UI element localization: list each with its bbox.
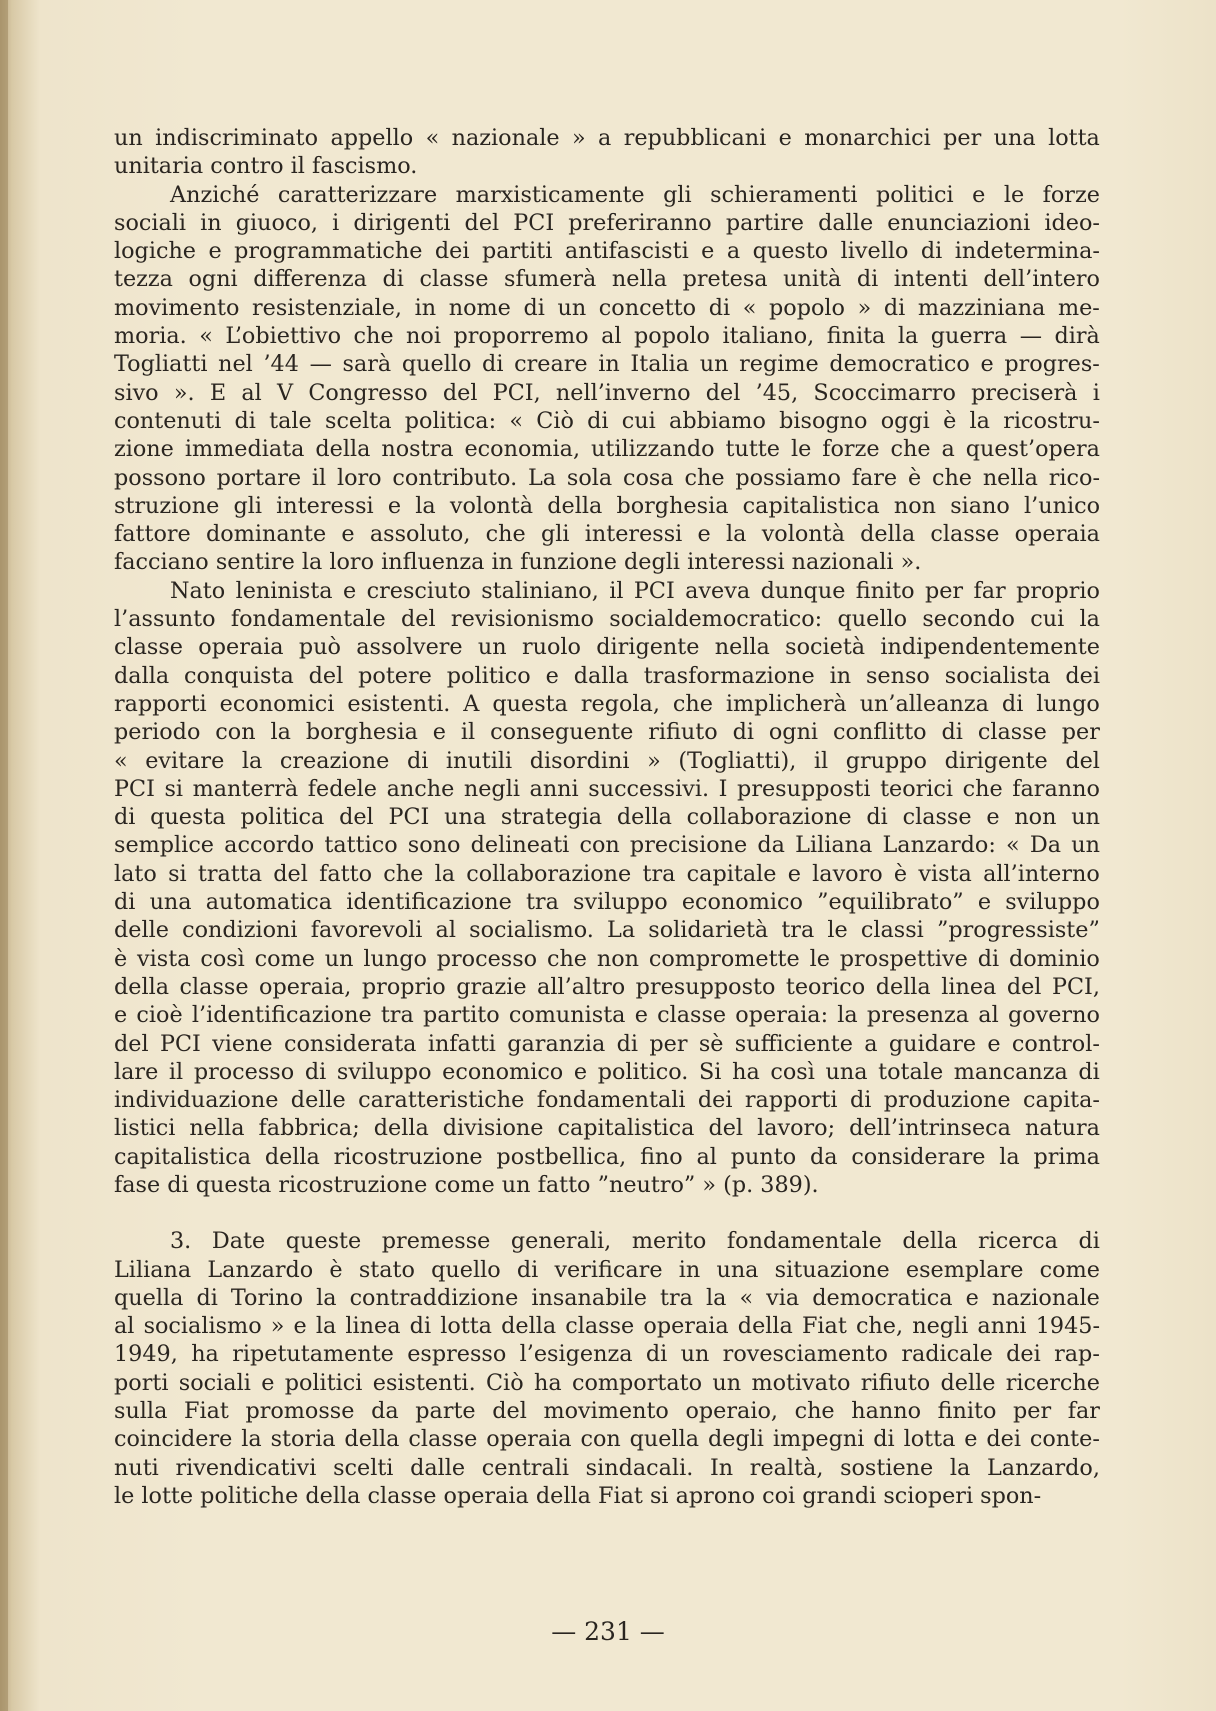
- text-line: zione immediata della nostra economia, utilizzando tutte le forze che a quest’opera: [114, 436, 1100, 463]
- text-line: facciano sentire la loro influenza in funzione degli interessi nazionali ».: [114, 549, 922, 576]
- page-number: — 231 —: [551, 1617, 665, 1646]
- text-line: fattore dominante e assoluto, che gli interessi e la volontà della classe operaia: [114, 521, 1100, 548]
- text-line: PCI si manterrà fedele anche negli anni successivi. I presupposti teorici che faranno: [114, 775, 1100, 802]
- text-line: è vista così come un lungo processo che non compromette le prospettive di dominio: [114, 945, 1100, 972]
- text-line: un indiscriminato appello « nazionale » a repubblicani e monarchici per una lotta: [114, 125, 1100, 151]
- text-line: al socialismo » e la linea di lotta della classe operaia della Fiat che, negli anni 1945-: [114, 1313, 1100, 1340]
- text-line: contenuti di tale scelta politica: « Ciò di cui abbiamo bisogno oggi è la ricostru-: [114, 407, 1100, 434]
- text-line: unitaria contro il fascismo.: [114, 153, 418, 180]
- text-line: Liliana Lanzardo è stato quello di verificare in una situazione esemplare come: [114, 1256, 1100, 1283]
- section-gap: [114, 1199, 1100, 1227]
- text-line: lare il processo di sviluppo economico e politico. Si ha così una totale mancanza di: [114, 1058, 1100, 1085]
- text-line: di una automatica identificazione tra sviluppo economico ”equilibrato” e sviluppo: [114, 889, 1100, 916]
- text-line: del PCI viene considerata infatti garanzia di per sè sufficiente a guidare e control-: [114, 1030, 1100, 1057]
- text-line: Anziché caratterizzare marxisticamente gli schieramenti politici e le forze: [170, 181, 1100, 208]
- text-line: nuti rivendicativi scelti dalle centrali sindacali. In realtà, sostiene la Lanzardo,: [114, 1454, 1100, 1481]
- text-line: possono portare il loro contributo. La sola cosa che possiamo fare è che nella rico-: [114, 464, 1100, 491]
- text-line: tezza ogni differenza di classe sfumerà nella pretesa unità di intenti dell’intero: [114, 266, 1100, 293]
- paragraph: [114, 577, 1100, 1200]
- text-line: listici nella fabbrica; della divisione capitalistica del lavoro; dell’intrinseca natura: [114, 1115, 1100, 1142]
- text-line: sivo ». E al V Congresso del PCI, nell’inverno del ’45, Scoccimarro preciserà i: [114, 379, 1100, 406]
- text-line: e cioè l’identificazione tra partito comunista e classe operaia: la presenza al governo: [114, 1002, 1100, 1029]
- text-line: della classe operaia, proprio grazie all’altro presupposto teorico della linea del PCI,: [114, 973, 1100, 1000]
- text-line: moria. « L’obiettivo che noi proporremo al popolo italiano, finita la guerra — dirà: [114, 323, 1100, 350]
- text-line: semplice accordo tattico sono delineati con precisione da Liliana Lanzardo: « Da un: [114, 832, 1100, 859]
- text-line: « evitare la creazione di inutili disordini » (Togliatti), il gruppo dirigente del: [114, 747, 1100, 774]
- paragraph: [114, 1227, 1100, 1510]
- text-line: rapporti economici esistenti. A questa regola, che implicherà un’alleanza di lungo: [114, 690, 1100, 717]
- text-line: porti sociali e politici esistenti. Ciò ha comportato un motivato rifiuto delle ricerche: [114, 1369, 1100, 1396]
- paragraph: [114, 181, 1100, 577]
- text-line: delle condizioni favorevoli al socialismo. La solidarietà tra le classi ”progressiste”: [114, 917, 1100, 944]
- text-line: lato si tratta del fatto che la collaborazione tra capitale e lavoro è vista all’interno: [114, 860, 1100, 887]
- text-line: dalla conquista del potere politico e dalla trasformazione in senso socialista dei: [114, 662, 1100, 689]
- text-line: l’assunto fondamentale del revisionismo socialdemocratico: quello secondo cui la: [114, 606, 1100, 633]
- text-line: fase di questa ricostruzione come un fatto ”neutro” » (p. 389).: [114, 1171, 819, 1198]
- text-line: individuazione delle caratteristiche fondamentali dei rapporti di produzione capita-: [114, 1087, 1100, 1114]
- text-line: struzione gli interessi e la volontà della borghesia capitalistica non siano l’unico: [114, 492, 1100, 519]
- text-line: di questa politica del PCI una strategia della collaborazione di classe e non un: [114, 804, 1100, 831]
- text-line: le lotte politiche della classe operaia della Fiat si aprono coi grandi scioperi spon-: [114, 1482, 1042, 1509]
- text-line: capitalistica della ricostruzione postbellica, fino al punto da considerare la prima: [114, 1143, 1100, 1170]
- text-line: quella di Torino la contraddizione insanabile tra la « via democratica e nazionale: [114, 1284, 1100, 1311]
- body-text: [114, 124, 1100, 1510]
- text-line: periodo con la borghesia e il conseguente rifiuto di ogni conflitto di classe per: [114, 719, 1100, 746]
- text-line: coincidere la storia della classe operaia con quella degli impegni di lotta e dei conte-: [114, 1426, 1100, 1453]
- text-line: sulla Fiat promosse da parte del movimento operaio, che hanno finito per far: [114, 1398, 1100, 1425]
- text-line: Nato leninista e cresciuto staliniano, il PCI aveva dunque finito per far proprio: [170, 577, 1100, 604]
- text-line: 3. Date queste premesse generali, merito fondamentale della ricerca di: [170, 1228, 1100, 1255]
- page-binding-edge: [0, 0, 8, 1711]
- text-line: movimento resistenziale, in nome di un concetto di « popolo » di mazziniana me-: [114, 294, 1100, 321]
- text-line: sociali in giuoco, i dirigenti del PCI preferiranno partire dalle enunciazioni ideo-: [114, 209, 1100, 236]
- text-line: 1949, ha ripetutamente espresso l’esigenza di un rovesciamento radicale dei rap-: [114, 1341, 1100, 1368]
- paragraph: [114, 124, 1100, 181]
- text-line: logiche e programmatiche dei partiti antifascisti e a questo livello di indetermina-: [114, 238, 1100, 265]
- text-line: Togliatti nel ’44 — sarà quello di creare in Italia un regime democratico e progres-: [114, 351, 1100, 378]
- text-line: classe operaia può assolvere un ruolo dirigente nella società indipendentemente: [114, 634, 1100, 661]
